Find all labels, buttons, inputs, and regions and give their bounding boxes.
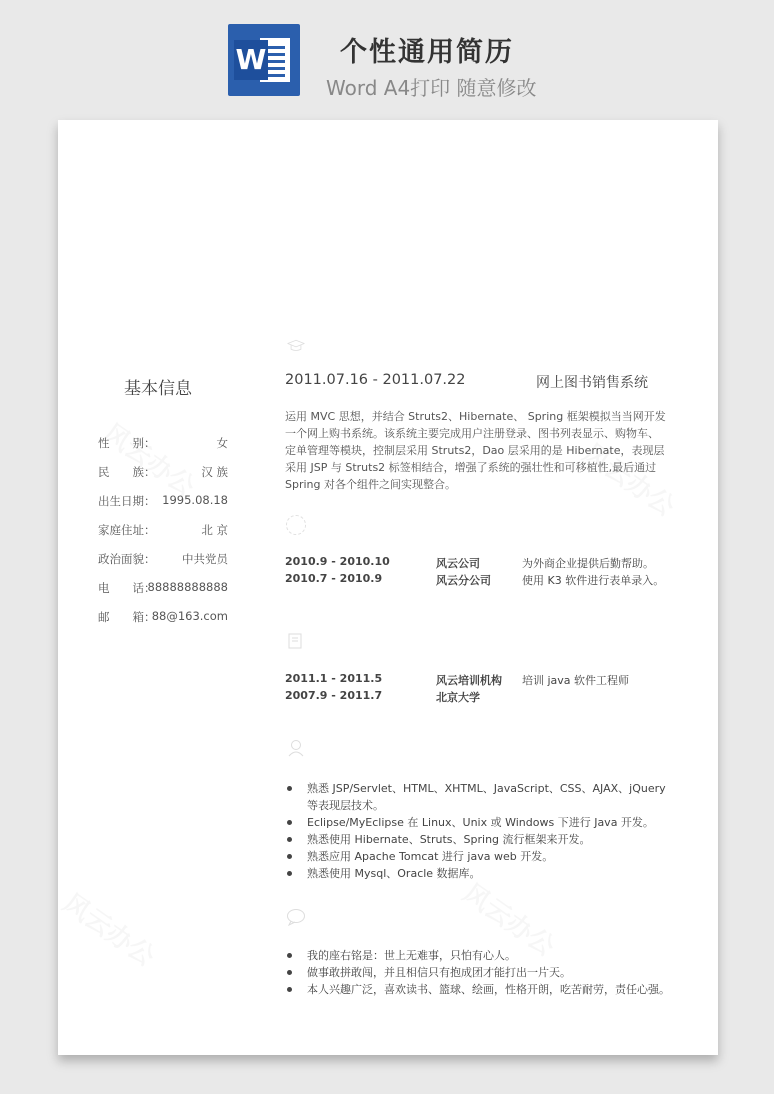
list-item: 熟悉应用 Apache Tomcat 进行 java web 开发。 <box>285 848 670 865</box>
work-desc: 使用 K3 软件进行表单录入。 <box>522 574 665 587</box>
info-row-ethnicity <box>98 464 228 480</box>
info-row-address <box>98 522 228 538</box>
page-title: 个性通用简历 <box>340 37 514 68</box>
info-row-phone <box>98 580 228 596</box>
clock-icon <box>286 515 306 535</box>
word-icon <box>228 24 300 96</box>
info-label: 性 别： <box>98 436 156 450</box>
work-row <box>285 555 685 572</box>
resume-paper <box>58 120 718 1055</box>
chat-icon <box>286 908 306 926</box>
list-item: 我的座右铭是：世上无难事，只怕有心人。 <box>285 947 670 964</box>
skills-list <box>285 780 670 882</box>
self-evaluation-list <box>285 947 670 998</box>
project-name: 网上图书销售系统 <box>536 375 648 391</box>
education-date: 2011.1 - 2011.5 <box>285 672 383 685</box>
info-label: 电 话： <box>98 581 156 595</box>
info-value: 88888888888 <box>147 580 228 594</box>
education-date: 2007.9 - 2011.7 <box>285 689 383 702</box>
info-label: 政治面貌： <box>98 552 156 566</box>
info-value: 88@163.com <box>151 609 228 623</box>
watermark <box>57 884 163 974</box>
info-row-birthdate <box>98 493 228 509</box>
watermark <box>97 414 203 504</box>
work-desc: 为外商企业提供后勤帮助。 <box>522 557 654 570</box>
work-org: 风云分公司 <box>436 574 491 587</box>
info-value: 女 <box>216 436 228 450</box>
education-desc: 培训 java 软件工程师 <box>522 674 630 687</box>
info-label: 邮 箱： <box>98 610 156 624</box>
list-item: 熟悉使用 Mysql、Oracle 数据库。 <box>285 865 670 882</box>
info-value: 汉 族 <box>201 465 228 479</box>
info-value: 1995.08.18 <box>162 493 228 507</box>
user-icon <box>287 738 305 758</box>
info-row-gender <box>98 435 228 451</box>
info-row-email <box>98 609 228 625</box>
list-item: 做事敢拼敢闯，并且相信只有抱成团才能打出一片天。 <box>285 964 670 981</box>
work-date: 2010.7 - 2010.9 <box>285 572 383 585</box>
basic-info-heading: 基本信息 <box>124 379 192 399</box>
education-org: 北京大学 <box>436 691 480 704</box>
banner <box>0 0 774 110</box>
education-org: 风云培训机构 <box>436 674 502 687</box>
education-row <box>285 689 685 706</box>
education-row <box>285 672 685 689</box>
project-description: 运用 MVC 思想，并结合 Struts2、Hibernate、 Spring 框架模拟当当网开发一个网上购书系统。该系统主要完成用户注册登录、图书列表显示、购物车、定单管理等模块，控制层采用 Struts2，Dao 层采用的是 Hibernate，表现层采用 JSP 与 Struts2 标签相结合，增强了系统的强壮性和可移植性,最后通过 Spring 对各个组件之间实现整合。 <box>285 410 666 491</box>
list-item: Eclipse/MyEclipse 在 Linux、Unix 或 Windows 下进行 Java 开发。 <box>285 814 670 831</box>
list-item: 熟悉 JSP/Servlet、HTML、XHTML、JavaScript、CSS、AJAX、jQuery 等表现层技术。 <box>285 780 670 814</box>
page-subtitle: Word A4打印 随意修改 <box>326 76 537 100</box>
info-value: 中共党员 <box>182 552 228 566</box>
work-date: 2010.9 - 2010.10 <box>285 555 390 568</box>
info-label: 家庭住址： <box>98 523 156 537</box>
list-item: 本人兴趣广泛，喜欢读书、篮球、绘画，性格开朗，吃苦耐劳，责任心强。 <box>285 981 670 998</box>
work-org: 风云公司 <box>436 557 480 570</box>
info-value: 北 京 <box>201 523 228 537</box>
info-row-political <box>98 551 228 567</box>
word-letter: W <box>234 40 268 80</box>
graduation-cap-icon <box>287 337 305 355</box>
work-row <box>285 572 685 589</box>
info-label: 出生日期： <box>98 494 156 508</box>
list-item: 熟悉使用 Hibernate、Struts、Spring 流行框架来开发。 <box>285 831 670 848</box>
info-label: 民 族： <box>98 465 156 479</box>
book-icon <box>288 633 304 651</box>
project-date: 2011.07.16 - 2011.07.22 <box>285 372 466 388</box>
